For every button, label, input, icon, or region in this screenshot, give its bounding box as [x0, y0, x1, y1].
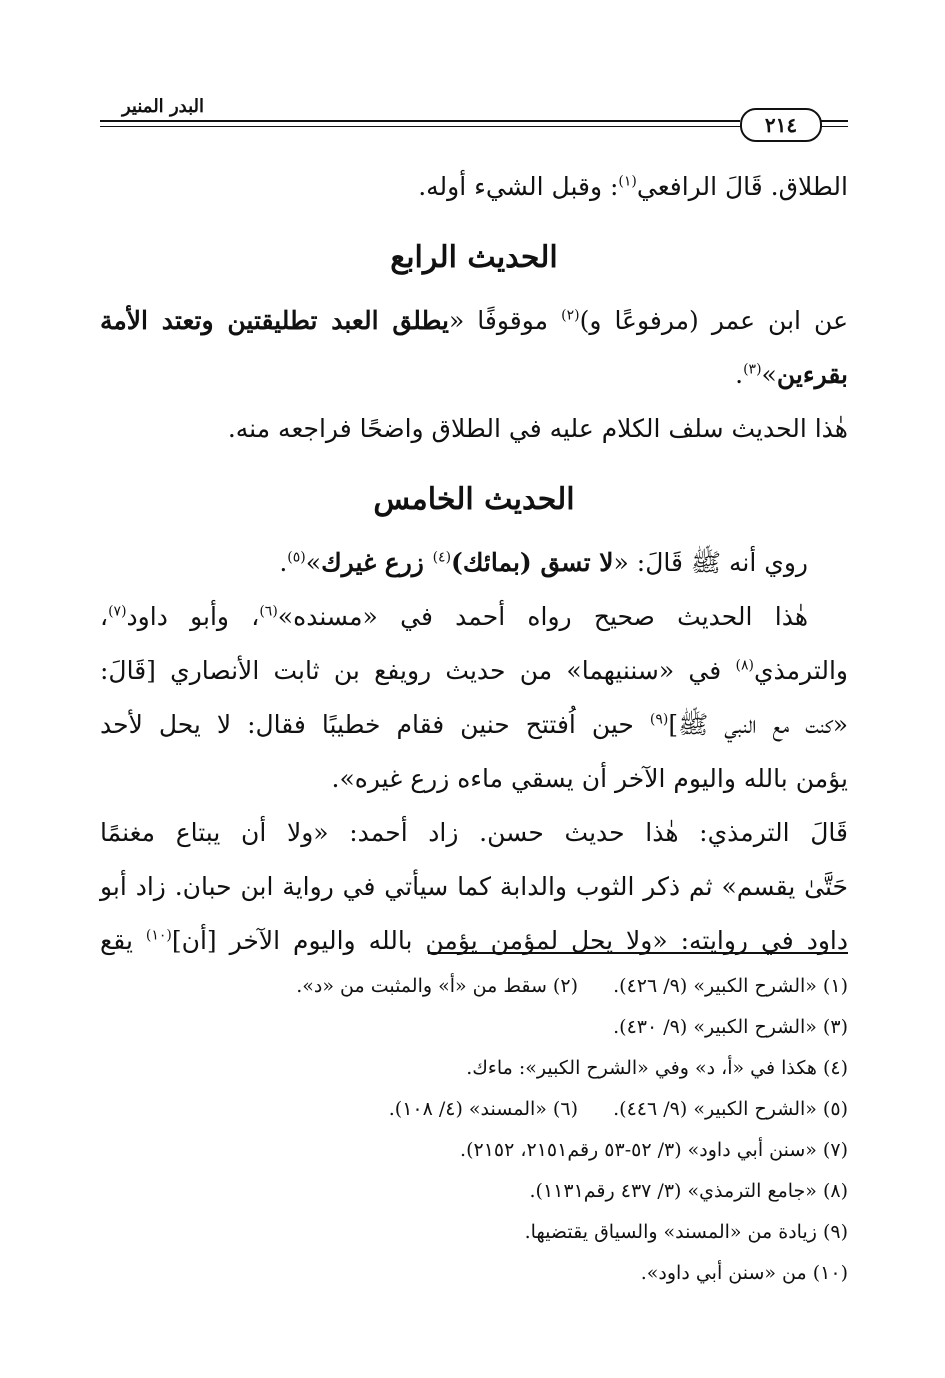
text-run: » — [305, 548, 322, 577]
header-rule — [818, 126, 848, 127]
footnote-ref: (٢) — [561, 307, 580, 324]
section-heading: الحديث الرابع — [390, 240, 558, 275]
page-body — [100, 160, 848, 968]
book-title: البدر المنير — [122, 96, 205, 117]
footnote: (٣) «الشرح الكبير» (٩/ ٤٣٠). — [613, 1016, 848, 1038]
text-line — [100, 590, 848, 644]
text-line — [100, 402, 848, 456]
footnote-ref: (٣) — [743, 361, 762, 378]
hadith-text: زرع غيرك — [321, 548, 433, 577]
hadith-text: يطلق العبد تطليقتين وتعتد الأمة — [100, 306, 449, 335]
text-run: والترمذي — [753, 656, 848, 685]
footnote-ref: (٥) — [287, 549, 306, 566]
hadith-text: بقرءين — [776, 360, 848, 389]
text-run: «كنت مع النبي ﷺ] — [668, 710, 848, 739]
text-run: » — [761, 360, 777, 389]
footnote: (٩) زيادة من «المسند» والسياق يقتضيها. — [524, 1221, 848, 1243]
footnote: (١) «الشرح الكبير» (٩/ ٤٢٦). — [613, 975, 848, 997]
footnote: (٨) «جامع الترمذي» (٣/ ٤٣٧ رقم١١٣١). — [529, 1180, 848, 1202]
text-run: يقع — [100, 926, 146, 955]
text-run: الطلاق. قَالَ الرافعي — [636, 172, 848, 201]
footnote-ref: (٤) — [432, 549, 452, 566]
footnote: (٥) «الشرح الكبير» (٩/ ٤٤٦). — [613, 1098, 848, 1120]
footnote-row — [100, 1130, 848, 1171]
text-run: حَتَّىٰ يقسم» ثم ذكر الثوب والدابة كما سيأتي في رواية ابن حبان. زاد أبو — [100, 872, 848, 901]
text-line — [100, 536, 848, 590]
text-line — [100, 294, 848, 348]
page-number: ٢١٤ — [740, 108, 822, 142]
footnote-ref: (١٠) — [145, 927, 172, 944]
header-rule — [100, 126, 740, 127]
footnote-row — [100, 966, 848, 1007]
text-run: ، وأبو داود — [126, 602, 260, 631]
footnote-row — [100, 1089, 848, 1130]
text-line — [100, 348, 848, 402]
footnote-row — [100, 1171, 848, 1212]
text-line — [100, 914, 848, 968]
footnote: (١٠) من «سنن أبي داود». — [640, 1262, 848, 1284]
text-run: هٰذا الحديث سلف الكلام عليه في الطلاق واضحًا فراجعه منه. — [227, 414, 848, 443]
footnotes — [100, 966, 848, 1294]
footnote-ref: (١) — [618, 173, 637, 190]
footnote-row — [100, 1048, 848, 1089]
text-run: روي أنه ﷺ قَالَ: « — [613, 548, 808, 577]
text-line — [100, 860, 848, 914]
footnote-row — [100, 1253, 848, 1294]
text-run: يؤمن بالله واليوم الآخر أن يسقي ماءه زرع غيره». — [331, 764, 848, 793]
text-line — [100, 698, 848, 752]
footnote: (٢) سقط من «أ» والمثبت من «د». — [296, 975, 578, 997]
footnote-ref: (٧) — [108, 603, 127, 620]
header-rule — [100, 120, 740, 122]
text-run: قَالَ الترمذي: هٰذا حديث حسن. زاد أحمد: «ولا أن يبتاع مغنمًا — [100, 818, 848, 847]
text-run: حين اُفتتح حنين فقام خطيبًا فقال: لا يحل لأحد — [100, 710, 650, 739]
section-heading: الحديث الخامس — [373, 482, 575, 517]
text-run: هٰذا الحديث صحيح رواه أحمد في «مسنده» — [277, 602, 809, 631]
text-run: موقوفًا « — [448, 306, 562, 335]
text-run: . — [279, 548, 288, 577]
page-header — [100, 86, 848, 146]
footnote-row — [100, 1212, 848, 1253]
footnote-ref: (٦) — [259, 603, 278, 620]
footnote-row — [100, 1007, 848, 1048]
text-line — [100, 752, 848, 806]
text-run: عن ابن عمر (مرفوعًا و) — [579, 306, 848, 335]
text-run: . — [735, 360, 744, 389]
footnote: (٧) «سنن أبي داود» (٣/ ٥٢-٥٣ رقم٢١٥١، ٢١٥٢). — [460, 1139, 848, 1161]
text-run: : وقبل الشيء أوله. — [418, 172, 619, 201]
footnote: (٤) هكذا في «أ، د» وفي «الشرح الكبير»: ماءك. — [466, 1057, 848, 1079]
text-run: ، — [100, 602, 109, 631]
hadith-text: لا تسق (بمائك) — [451, 548, 614, 577]
footnote-separator — [428, 952, 848, 954]
text-line — [100, 644, 848, 698]
footnote: (٦) «المسند» (٤/ ١٠٨). — [388, 1098, 578, 1120]
text-line — [100, 160, 848, 214]
text-run: داود في روايته: «ولا يحل لمؤمن يؤمن بالله واليوم الآخر [أن] — [171, 926, 848, 955]
footnote-ref: (٩) — [649, 711, 669, 728]
footnote-ref: (٨) — [735, 657, 754, 674]
text-line — [100, 806, 848, 860]
header-rule — [818, 120, 848, 122]
text-run: في «سننيهما» من حديث رويفع بن ثابت الأنصاري [قَالَ: — [100, 656, 736, 685]
